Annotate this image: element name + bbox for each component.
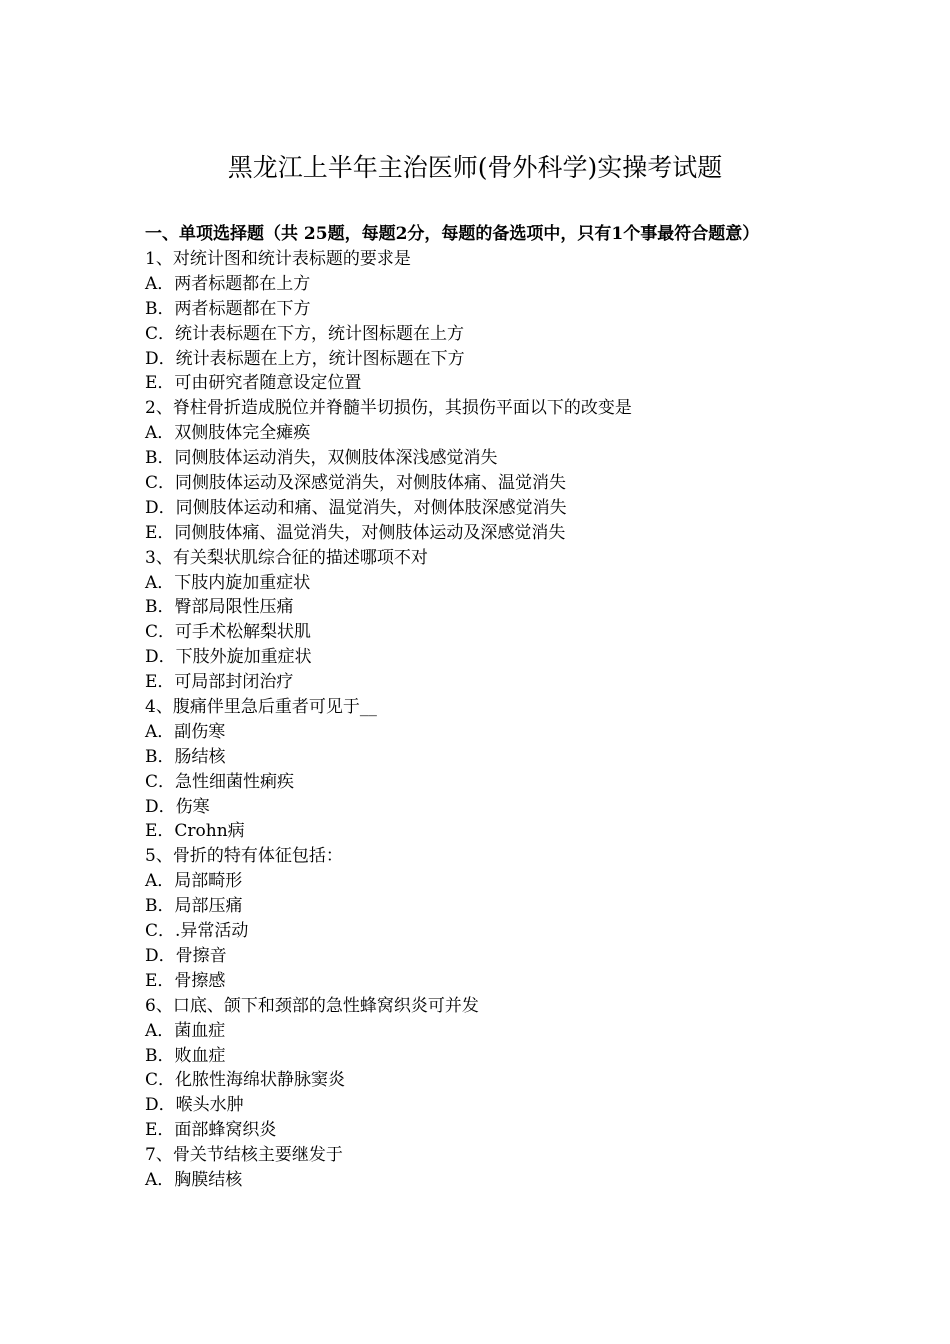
answer-option: A．下肢内旋加重症状	[145, 572, 311, 593]
answer-option: C．急性细菌性痢疾	[145, 771, 295, 792]
question-block	[145, 844, 815, 993]
question-stem: 1、对统计图和统计表标题的要求是	[145, 249, 411, 269]
answer-option: A．副伤寒	[145, 721, 226, 742]
question-stem: 6、口底、颌下和颈部的急性蜂窝织炎可并发	[145, 995, 479, 1016]
answer-option: A．菌血症	[145, 1020, 226, 1041]
answer-option: B．两者标题都在下方	[145, 298, 311, 319]
answer-option: E．面部蜂窝织炎	[145, 1120, 277, 1141]
document-title: 黑龙江上半年主治医师(骨外科学)实操考试题	[227, 153, 723, 182]
answer-option: E．同侧肢体痛、温觉消失，对侧肢体运动及深感觉消失	[145, 522, 566, 543]
answer-option: E．可局部封闭治疗	[145, 672, 294, 693]
answer-option: D．骨擦音	[145, 945, 227, 966]
answer-option: C．化脓性海绵状静脉窦炎	[145, 1070, 346, 1091]
question-block	[145, 994, 815, 1143]
question-list	[145, 247, 815, 1193]
answer-option: C．.异常活动	[145, 921, 249, 942]
answer-option: B．局部压痛	[145, 896, 243, 917]
question-stem: 4、腹痛伴里急后重者可见于__	[145, 697, 377, 718]
answer-option: A．局部畸形	[145, 871, 243, 892]
question-block	[145, 1143, 815, 1193]
document-body	[145, 222, 815, 1193]
question-block	[145, 247, 815, 396]
answer-option: D．同侧肢体运动和痛、温觉消失，对侧体肢深感觉消失	[145, 497, 567, 518]
answer-option: A．两者标题都在上方	[145, 273, 311, 294]
answer-option: E．Crohn病	[145, 821, 245, 842]
question-block	[145, 695, 815, 844]
answer-option: B．同侧肢体运动消失，双侧肢体深浅感觉消失	[145, 448, 498, 469]
answer-option: C．同侧肢体运动及深感觉消失，对侧肢体痛、温觉消失	[145, 473, 567, 494]
question-stem: 3、有关梨状肌综合征的描述哪项不对	[145, 547, 428, 568]
answer-option: A．胸膜结核	[145, 1169, 243, 1190]
answer-option: D．下肢外旋加重症状	[145, 647, 312, 668]
answer-option: B．臀部局限性压痛	[145, 597, 294, 618]
question-stem: 2、脊柱骨折造成脱位并脊髓半切损伤，其损伤平面以下的改变是	[145, 398, 632, 419]
answer-option: B．败血症	[145, 1045, 226, 1066]
answer-option: A．双侧肢体完全瘫痪	[145, 423, 311, 444]
answer-option: E．可由研究者随意设定位置	[145, 373, 362, 394]
question-block	[145, 396, 815, 545]
question-stem: 5、骨折的特有体征包括：	[145, 846, 343, 867]
question-block	[145, 546, 815, 695]
answer-option: D．喉头水肿	[145, 1095, 244, 1116]
answer-option: D．伤寒	[145, 796, 210, 817]
answer-option: E．骨擦感	[145, 970, 226, 991]
answer-option: C．可手术松解梨状肌	[145, 622, 312, 643]
answer-option: B．肠结核	[145, 746, 226, 767]
answer-option: D．统计表标题在上方，统计图标题在下方	[145, 348, 465, 369]
question-stem: 7、骨关节结核主要继发于	[145, 1145, 343, 1166]
section-header: 一、单项选择题（共 25题，每题2分，每题的备选项中，只有1个事最符合题意）	[145, 224, 760, 244]
answer-option: C．统计表标题在下方，统计图标题在上方	[145, 323, 465, 344]
